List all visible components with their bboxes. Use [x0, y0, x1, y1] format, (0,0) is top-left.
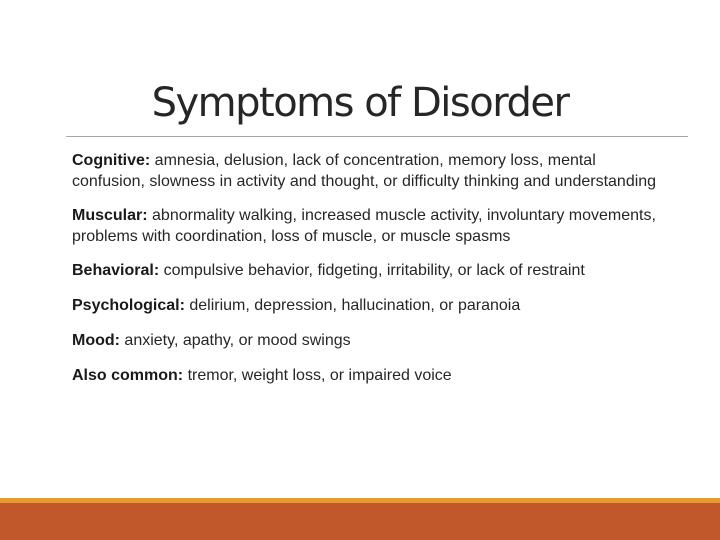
- list-item: [72, 205, 672, 247]
- symptom-category: Behavioral:: [72, 262, 160, 279]
- list-item: [72, 260, 672, 281]
- symptom-category: Mood:: [72, 332, 120, 349]
- footer-bar: [0, 503, 720, 540]
- title-divider: [66, 136, 688, 137]
- symptom-description: tremor, weight loss, or impaired voice: [183, 367, 452, 384]
- symptom-description: anxiety, apathy, or mood swings: [119, 332, 351, 349]
- symptom-description: amnesia, delusion, lack of concentration, memory loss, mental confusion, slowness in activity and thought, or difficulty thinking and understanding: [72, 152, 657, 190]
- slide-title: Symptoms of Disorder: [151, 80, 569, 126]
- symptom-category: Psychological:: [72, 297, 185, 314]
- list-item: [72, 330, 672, 351]
- symptom-list: [72, 150, 672, 400]
- symptom-category: Cognitive:: [72, 152, 151, 169]
- list-item: [72, 150, 672, 192]
- list-item: [72, 365, 672, 386]
- symptom-description: abnormality walking, increased muscle activity, involuntary movements, problems with coordination, loss of muscle, or muscle spasms: [72, 207, 656, 245]
- symptom-category: Muscular:: [72, 207, 148, 224]
- symptom-category: Also common:: [72, 367, 184, 384]
- symptom-description: compulsive behavior, fidgeting, irritability, or lack of restraint: [159, 262, 585, 279]
- list-item: [72, 295, 672, 316]
- symptom-description: delirium, depression, hallucination, or paranoia: [184, 297, 521, 314]
